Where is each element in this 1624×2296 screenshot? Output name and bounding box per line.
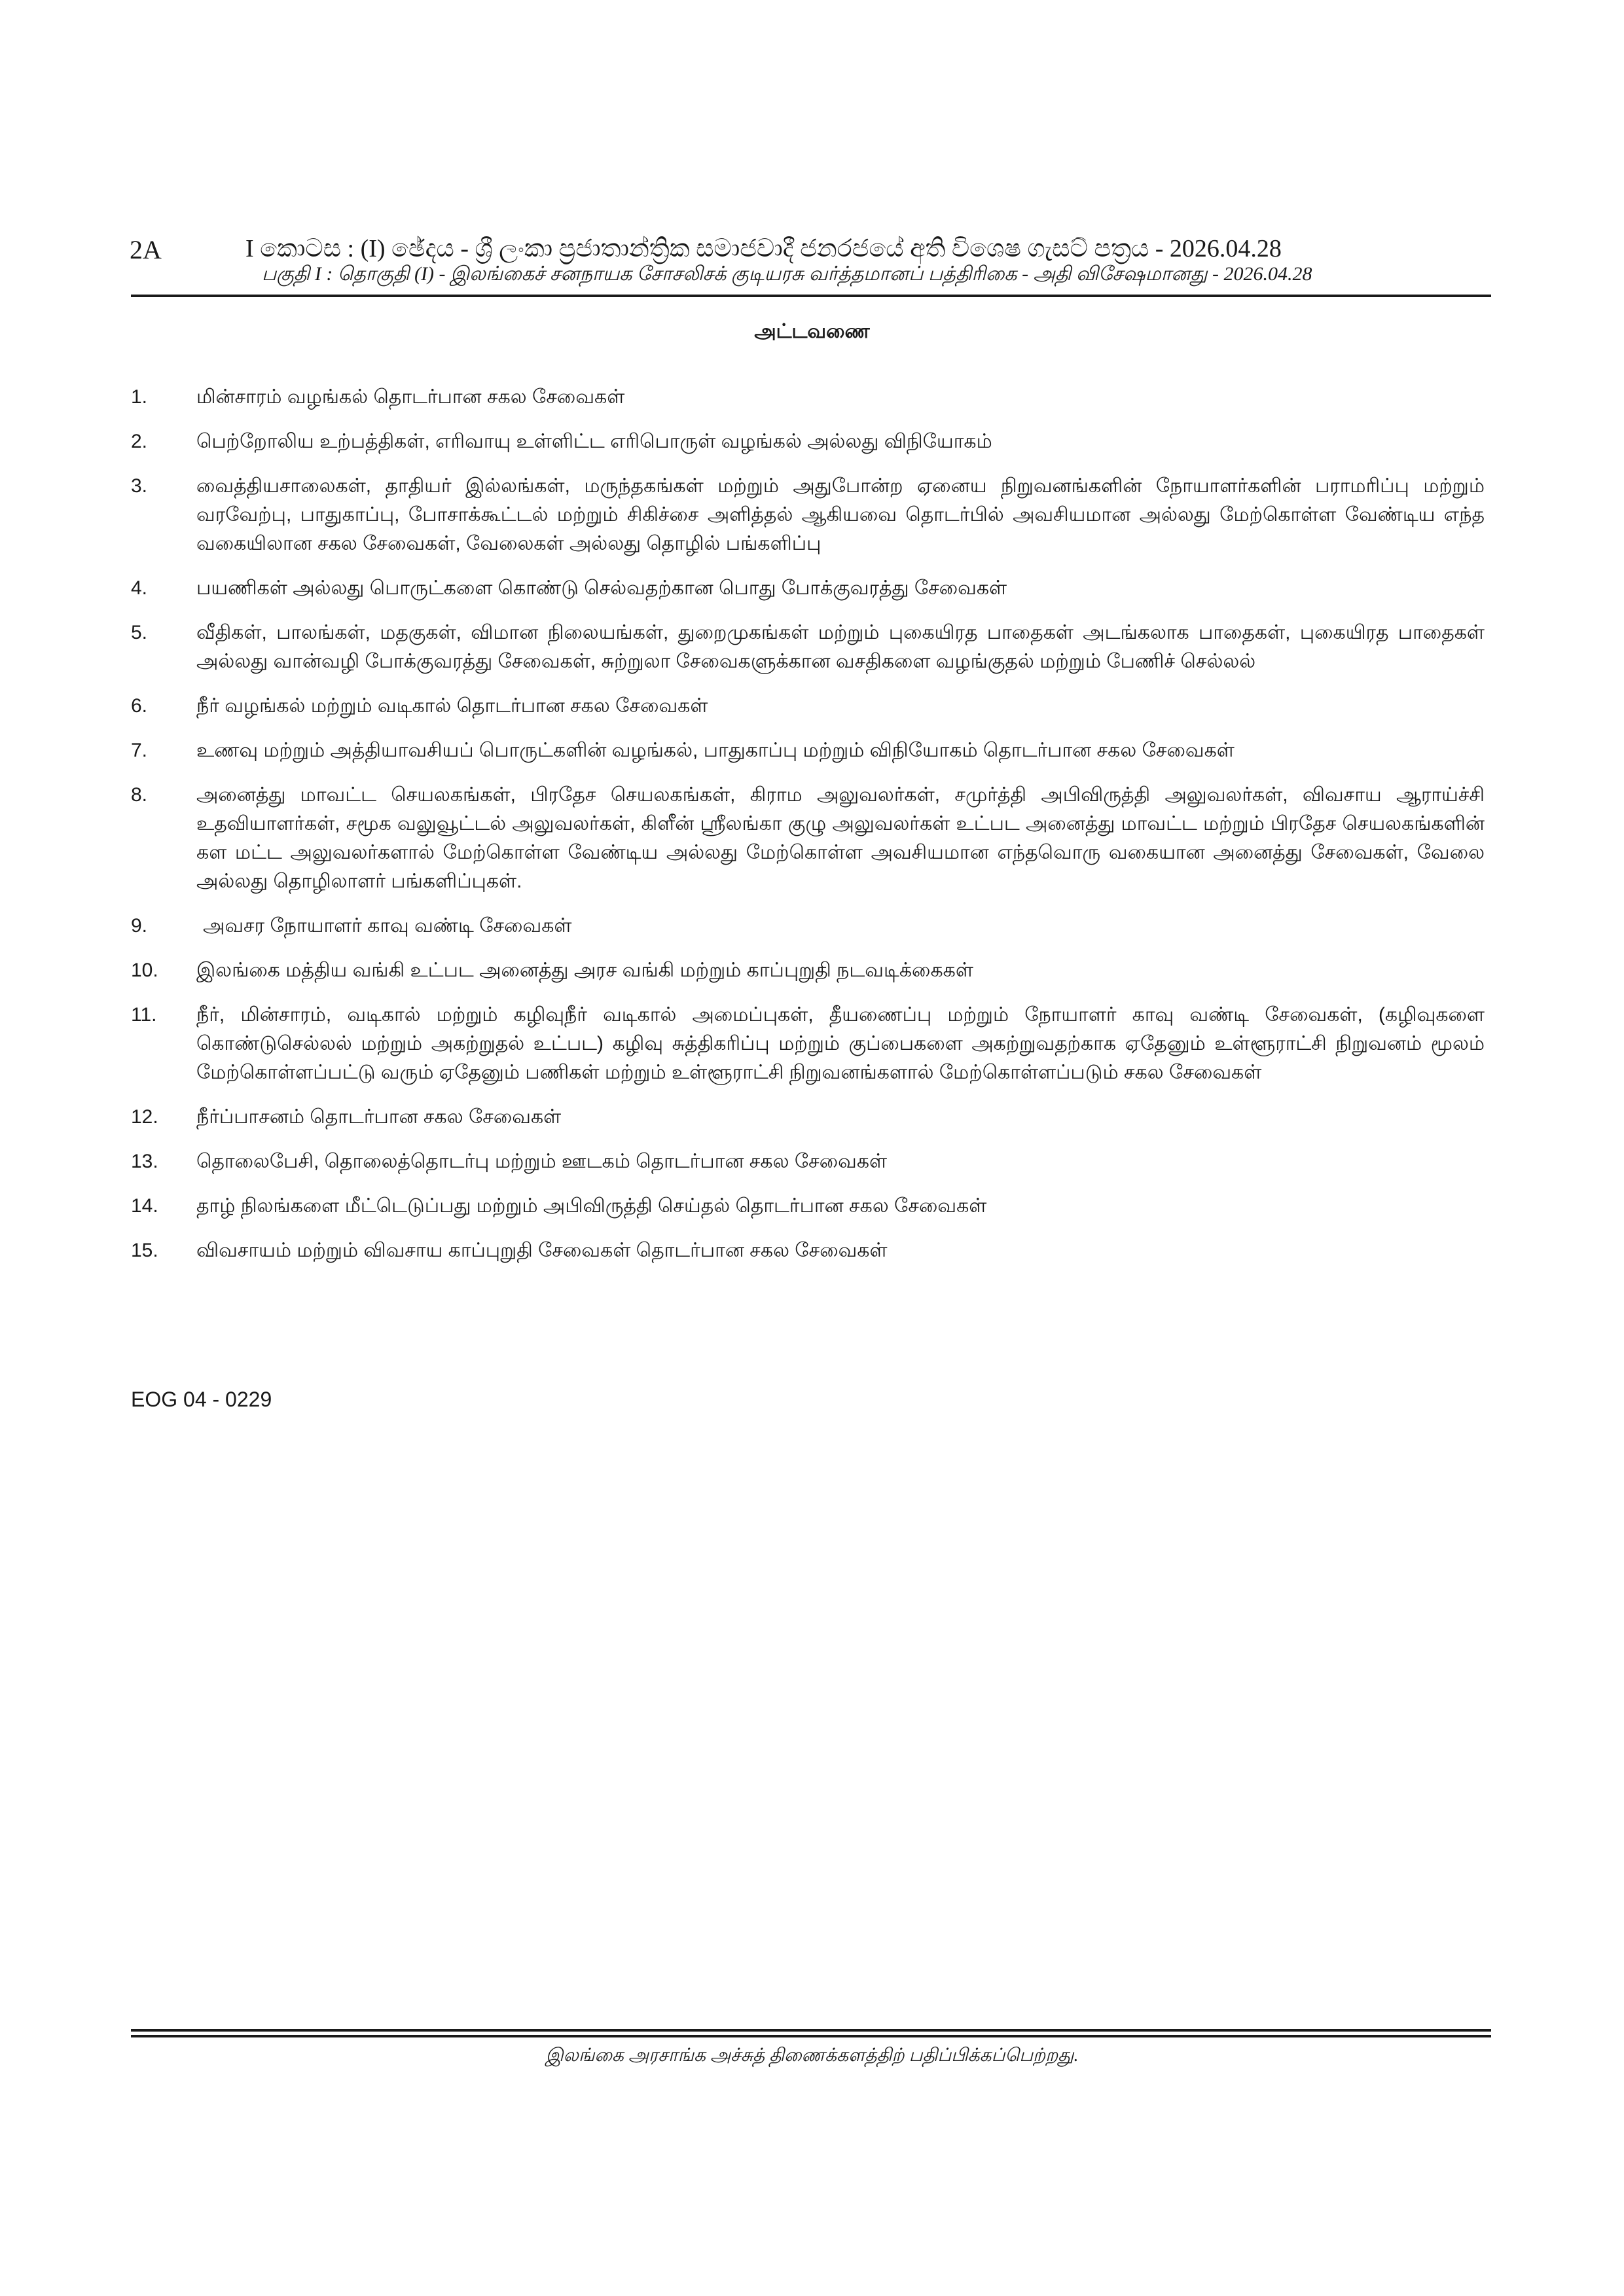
item-number: 10. xyxy=(131,960,158,981)
schedule-list xyxy=(131,383,1491,1281)
item-number: 12. xyxy=(131,1106,158,1128)
item-number: 2. xyxy=(131,431,148,452)
schedule-item xyxy=(131,692,1491,721)
item-text: அனைத்து மாவட்ட செயலகங்கள், பிரதேச செயலகங்கள், கிராம அலுவலர்கள், சமுர்த்தி அபிவிருத்தி அலுவலர்கள், விவசாய ஆராய்ச்சி உதவியாளர்கள், சமூக வலுவூட்டல் அலுவலர்கள், கிளீன் ஸ்ரீலங்கா குழு அலுவலர்கள் உட்பட அனைத்து மாவட்ட மற்றும் பிரதேச செயலகங்களின் கள மட்ட அலுவலர்களால் மேற்கொள்ள வேண்டிய அல்லது மேற்கொள்ள அவசியமான எந்தவொரு வகையான அனைத்து சேவைகள், வேலை அல்லது தொழிலாளர் பங்களிப்புகள். xyxy=(196,784,1485,892)
schedule-item xyxy=(131,956,1491,985)
schedule-item xyxy=(131,736,1491,765)
footer-divider-top xyxy=(131,2029,1491,2032)
schedule-item xyxy=(131,472,1491,558)
item-number: 7. xyxy=(131,740,148,761)
schedule-title: அட்டவணை xyxy=(754,321,870,342)
item-text: இலங்கை மத்திய வங்கி உட்பட அனைத்து அரச வங்கி மற்றும் காப்புறுதி நடவடிக்கைகள் xyxy=(196,960,973,981)
item-number: 1. xyxy=(131,386,148,408)
item-number: 4. xyxy=(131,577,148,599)
schedule-item xyxy=(131,427,1491,456)
item-text: தொலைபேசி, தொலைத்தொடர்பு மற்றும் ஊடகம் தொடர்பான சகல சேவைகள் xyxy=(196,1151,888,1172)
schedule-item xyxy=(131,1001,1491,1087)
item-text: நீர் வழங்கல் மற்றும் வடிகால் தொடர்பான சகல சேவைகள் xyxy=(196,695,708,717)
item-text: பயணிகள் அல்லது பொருட்களை கொண்டு செல்வதற்கான பொது போக்குவரத்து சேவைகள் xyxy=(196,577,1007,599)
schedule-item xyxy=(131,1192,1491,1221)
item-number: 14. xyxy=(131,1195,158,1217)
item-number: 15. xyxy=(131,1240,158,1261)
schedule-item xyxy=(131,781,1491,896)
schedule-item xyxy=(131,1236,1491,1265)
schedule-item xyxy=(131,383,1491,412)
item-text: வைத்தியசாலைகள், தாதியர் இல்லங்கள், மருந்தகங்கள் மற்றும் அதுபோன்ற ஏனைய நிறுவனங்களின் நோயாளர்களின் பராமரிப்பு மற்றும் வரவேற்பு, பாதுகாப்பு, போசாக்கூட்டல் மற்றும் சிகிச்சை அளித்தல் ஆகியவை தொடர்பில் அவசியமான அல்லது மேற்கொள்ள வேண்டிய எந்த வகையிலான சகல சேவைகள், வேலைகள் அல்லது தொழில் பங்களிப்பு xyxy=(196,475,1485,554)
item-text: உணவு மற்றும் அத்தியாவசியப் பொருட்களின் வழங்கல், பாதுகாப்பு மற்றும் விநியோகம் தொடர்பான சகல சேவைகள் xyxy=(196,740,1235,761)
item-number: 11. xyxy=(131,1004,157,1026)
schedule-item xyxy=(131,912,1491,941)
item-text: விவசாயம் மற்றும் விவசாய காப்புறுதி சேவைகள் தொடர்பான சகல சேவைகள் xyxy=(196,1240,888,1261)
schedule-item xyxy=(131,1103,1491,1132)
item-text: பெற்றோலிய உற்பத்திகள், எரிவாயு உள்ளிட்ட எரிபொருள் வழங்கல் அல்லது விநியோகம் xyxy=(196,431,992,452)
page-number: 2A xyxy=(130,235,162,264)
footer-divider-bottom xyxy=(131,2035,1491,2037)
header-tamil-title: பகுதி I : தொகுதி (I) - இலங்கைச் சனநாயக சோசலிசக் குடியரசு வர்த்தமானப் பத்திரிகை - அதி விசேஷமானது - 2026.04.28 xyxy=(262,263,1312,285)
item-text: தாழ் நிலங்களை மீட்டெடுப்பது மற்றும் அபிவிருத்தி செய்தல் தொடர்பான சகல சேவைகள் xyxy=(196,1195,987,1217)
item-number: 8. xyxy=(131,784,148,806)
schedule-item xyxy=(131,574,1491,603)
schedule-item xyxy=(131,619,1491,676)
item-number: 3. xyxy=(131,475,148,497)
header-sinhala-title: I කොටස : (I) ඡේදය - ශ්‍රී ලංකා ප්‍රජාතාන්ත්‍රික සමාජවාදී ජනරජයේ අති විශෙෂ ගැසට් පත්‍රය - 2026.04.28 xyxy=(245,235,1282,262)
footer-printer-note: இலங்கை அரசாங்க அச்சுத் திணைக்களத்திற் பதிப்பிக்கப்பெற்றது. xyxy=(545,2045,1079,2066)
item-text: நீர்ப்பாசனம் தொடர்பான சகல சேவைகள் xyxy=(196,1106,562,1128)
item-number: 5. xyxy=(131,622,148,643)
item-number: 9. xyxy=(131,915,148,937)
item-text: நீர், மின்சாரம், வடிகால் மற்றும் கழிவுநீர் வடிகால் அமைப்புகள், தீயணைப்பு மற்றும் நோயாளர் காவு வண்டி சேவைகள், (கழிவுகளை கொண்டுசெல்லல் மற்றும் அகற்றுதல் உட்பட) கழிவு சுத்திகரிப்பு மற்றும் குப்பைகளை அகற்றுவதற்காக ஏதேனும் உள்ளூராட்சி நிறுவனம் மூலம் மேற்கொள்ளப்பட்டு வரும் ஏதேனும் பணிகள் மற்றும் உள்ளூராட்சி நிறுவனங்களால் மேற்கொள்ளப்படும் சகல சேவைகள் xyxy=(196,1004,1485,1083)
header-divider xyxy=(131,295,1491,297)
schedule-item xyxy=(131,1147,1491,1176)
item-text: மின்சாரம் வழங்கல் தொடர்பான சகல சேவைகள் xyxy=(196,386,625,408)
item-text: வீதிகள், பாலங்கள், மதகுகள், விமான நிலையங்கள், துறைமுகங்கள் மற்றும் புகையிரத பாதைகள் அடங்கலாக பாதைகள், புகையிரத பாதைகள் அல்லது வான்வழி போக்குவரத்து சேவைகள், சுற்றுலா சேவைகளுக்கான வசதிகளை வழங்குதல் மற்றும் பேணிச் செல்லல் xyxy=(196,622,1485,672)
item-text: அவசர நோயாளர் காவு வண்டி சேவைகள் xyxy=(203,915,572,937)
document-code: EOG 04 - 0229 xyxy=(131,1388,272,1411)
item-number: 13. xyxy=(131,1151,158,1172)
item-number: 6. xyxy=(131,695,148,717)
